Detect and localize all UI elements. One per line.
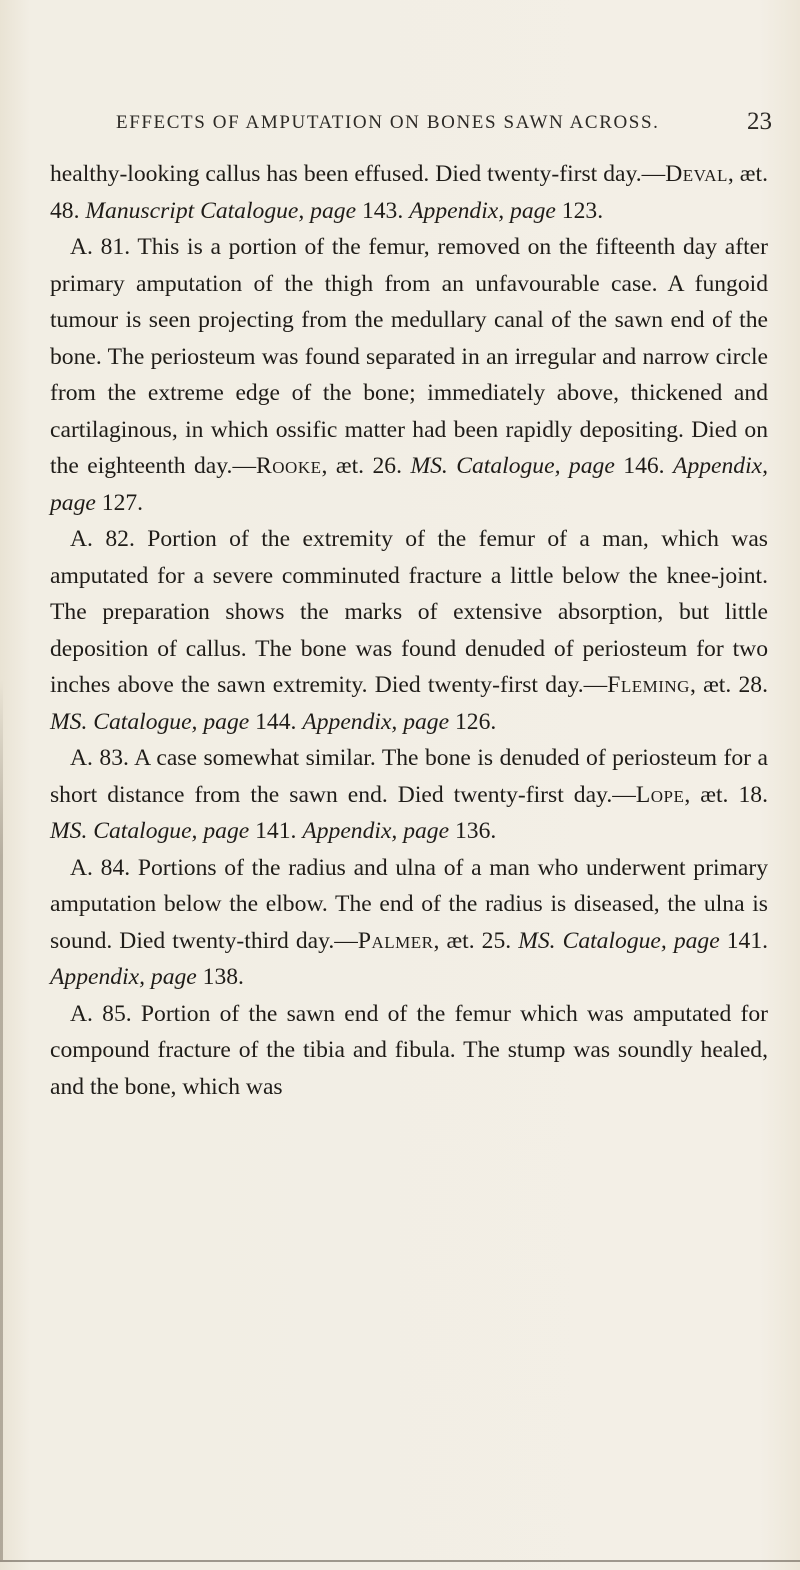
text-run: 126.	[449, 708, 497, 735]
text-run: , æt. 25.	[433, 927, 519, 954]
citation-text: MS. Catalogue, page	[50, 818, 250, 844]
page-header	[0, 108, 800, 142]
text-run: A. 84. Portions of the radius and ulna of a man who underwent primary amputation below the elbow. The end of the radius is diseased, the ulna is sound. Died twenty-third day.—	[50, 854, 768, 954]
patient-name: Palmer	[357, 927, 434, 954]
text-run: 143.	[356, 197, 410, 224]
paragraph	[50, 229, 768, 521]
text-run: , æt. 48.	[50, 161, 768, 224]
text-run: 136.	[449, 818, 497, 844]
citation-text: Appendix, page	[409, 197, 556, 224]
paragraph	[50, 850, 768, 996]
text-run: , æt. 26.	[321, 453, 411, 479]
text-run: 123.	[555, 197, 604, 224]
paragraph	[50, 156, 768, 229]
text-run: A. 83. A case somewhat similar. The bone is denuded of periosteum for a short distance from the sawn end. Died twenty-first day.—	[50, 745, 768, 808]
text-run: , æt. 18.	[684, 781, 768, 808]
page-edge-shadow	[0, 680, 3, 1560]
text-run: A. 82. Portion of the extremity of the femur of a man, which was amputated for a severe comminuted fracture a little below the knee-joint. The preparation shows the marks of extensive absorption, but little deposition of callus. The bone was found denuded of periosteum for two inches above the sawn extremity. Died twenty-first day.—	[50, 526, 768, 698]
citation-text: Manuscript Catalogue, page	[85, 197, 357, 224]
body-text	[50, 156, 768, 1105]
text-run: 127.	[95, 489, 144, 516]
text-run: 144.	[249, 708, 303, 735]
patient-name: Rooke	[256, 453, 322, 479]
text-run: 138.	[196, 964, 244, 990]
text-run: 146.	[614, 453, 674, 479]
patient-name: Fleming	[607, 672, 690, 698]
citation-text: Appendix, page	[50, 453, 769, 516]
citation-text: MS. Catalogue, page	[518, 927, 720, 954]
text-run: A. 85. Portion of the sawn end of the femur which was amputated for compound fracture of the tibia and fibula. The stump was soundly healed, and the bone, which was	[50, 1000, 768, 1100]
page-bottom-edge	[0, 1560, 800, 1562]
text-run: A. 81. This is a portion of the femur, removed on the fifteenth day after primary amputation of the thigh from an unfavourable case. A fungoid tumour is seen projecting from the medullary canal of the sawn end of the bone. The periosteum was found separated in an irregular and narrow circle from the extreme edge of the bone; immediately above, thickened and cartilaginous, in which ossific matter had been rapidly depositing. Died on the eighteenth day.—	[50, 234, 768, 479]
text-run: healthy-looking callus has been effused. Died twenty-first day.—	[50, 161, 666, 187]
citation-text: Appendix, page	[50, 964, 197, 990]
text-run: 141.	[719, 927, 769, 954]
text-run: , æt. 28.	[689, 672, 768, 698]
text-run: 141.	[249, 818, 303, 844]
patient-name: Lope	[635, 781, 685, 808]
running-title: EFFECTS OF AMPUTATION ON BONES SAWN ACROSS.	[116, 112, 660, 133]
paragraph	[50, 740, 768, 850]
citation-text: Appendix, page	[302, 708, 450, 735]
patient-name: Deval	[665, 161, 728, 187]
paragraph	[50, 996, 768, 1106]
citation-text: MS. Catalogue, page	[410, 453, 615, 479]
paragraph	[50, 521, 768, 740]
citation-text: MS. Catalogue, page	[50, 708, 250, 735]
page-number: 23	[747, 108, 772, 135]
citation-text: Appendix, page	[302, 818, 450, 844]
